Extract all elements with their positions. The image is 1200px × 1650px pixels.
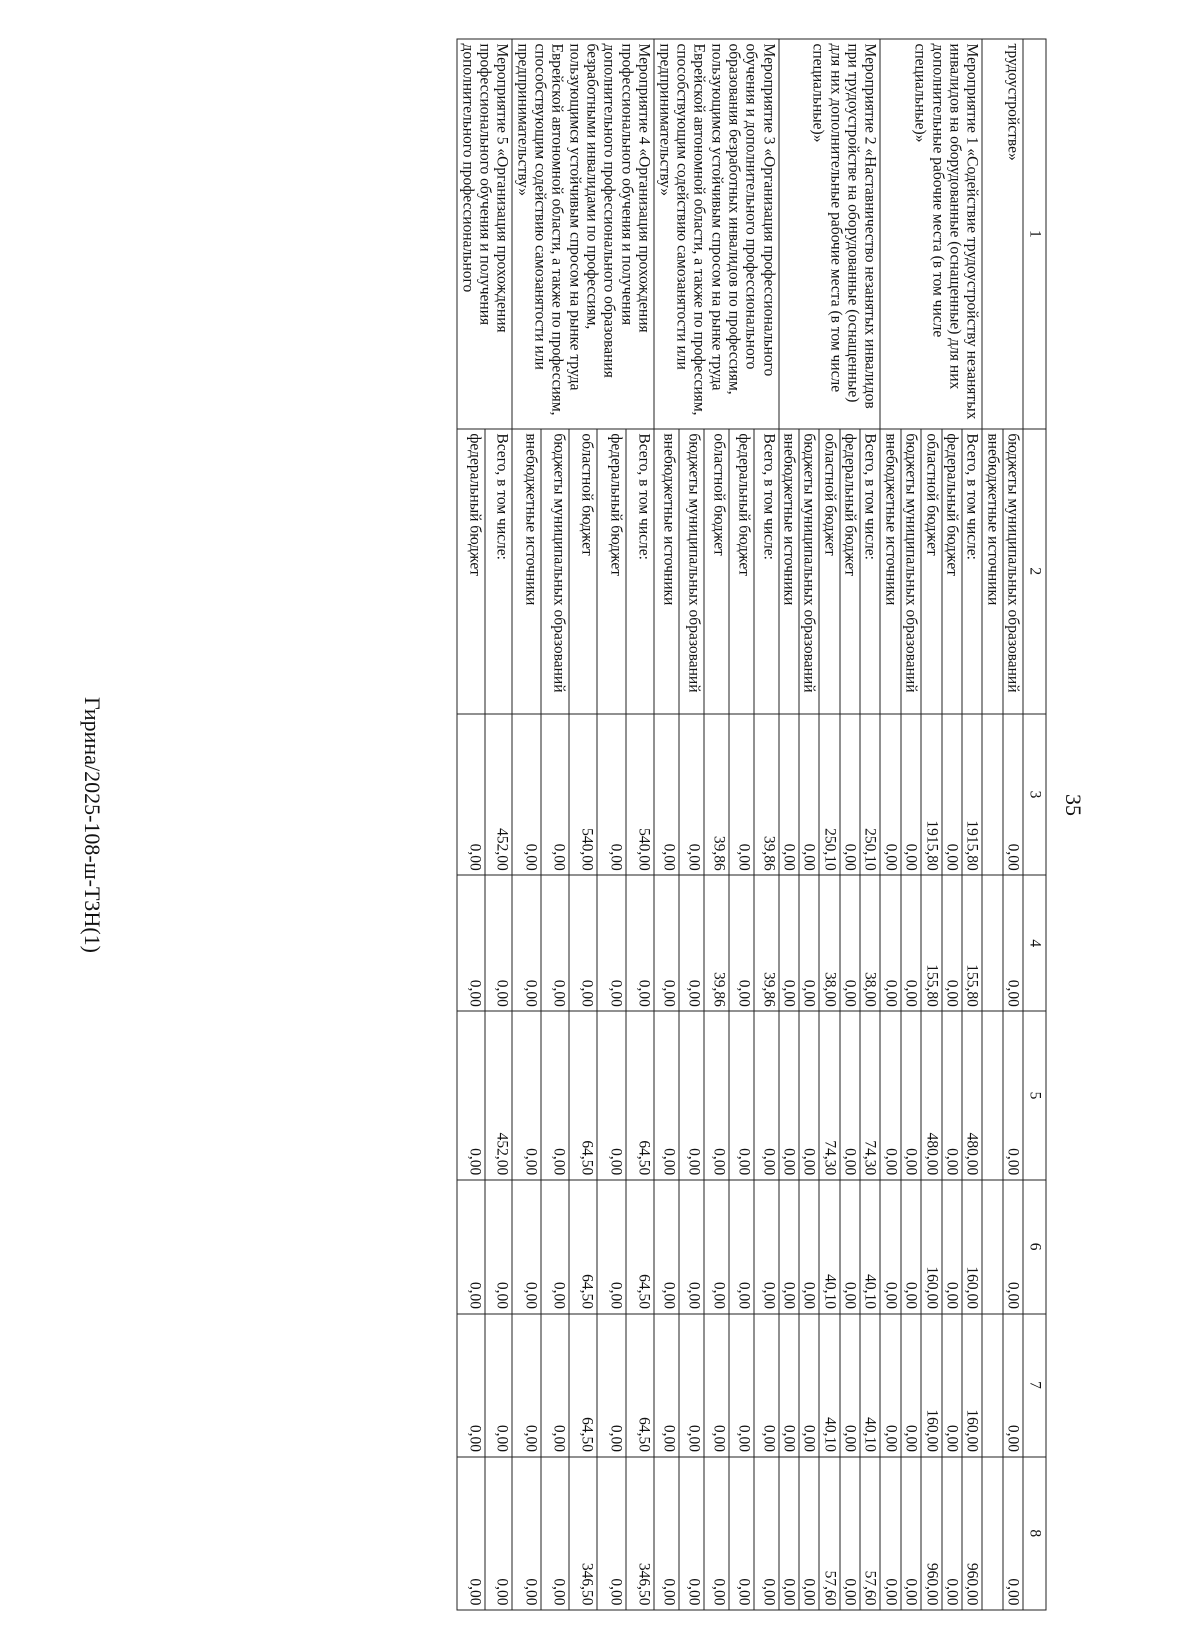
- amount-cell: 64,50: [569, 1179, 597, 1313]
- amount-cell: 0,00: [597, 875, 625, 1011]
- amount-cell: 40,10: [860, 1179, 880, 1313]
- amount-cell: 1915,80: [921, 713, 941, 874]
- amount-cell: 0,00: [679, 713, 704, 874]
- amount-cell: 0,00: [840, 1456, 860, 1609]
- amount-cell: 0,00: [880, 875, 900, 1011]
- page-number: 35: [1061, 794, 1086, 816]
- amount-cell: 0,00: [1003, 1179, 1023, 1313]
- amount-cell: 39,86: [754, 875, 779, 1011]
- amount-cell: 0,00: [457, 1011, 485, 1179]
- amount-cell: 0,00: [729, 713, 754, 874]
- amount-cell: 0,00: [485, 1179, 513, 1313]
- amount-cell: 0,00: [541, 1011, 569, 1179]
- amount-cell: 0,00: [679, 875, 704, 1011]
- amount-cell: 40,10: [860, 1313, 880, 1456]
- funding-source-cell: Всего, в том числе:: [485, 428, 513, 713]
- table-row: [754, 39, 779, 1610]
- amount-cell: 0,00: [679, 1011, 704, 1179]
- column-header: 6: [1023, 1179, 1046, 1313]
- amount-cell: 0,00: [457, 1456, 485, 1609]
- amount-cell: 64,50: [569, 1313, 597, 1456]
- amount-cell: 250,10: [860, 713, 880, 874]
- amount-cell: 0,00: [654, 1456, 679, 1609]
- amount-cell: 0,00: [512, 1313, 540, 1456]
- funding-source-cell: внебюджетные источники: [982, 428, 1002, 713]
- amount-cell: 0,00: [880, 1313, 900, 1456]
- amount-cell: 0,00: [901, 713, 921, 874]
- amount-cell: 0,00: [779, 1313, 799, 1456]
- document-code: Гирина/2025-108-ш-ТЗН(1): [80, 697, 105, 953]
- column-header: 5: [1023, 1011, 1046, 1179]
- amount-cell: 0,00: [799, 1179, 819, 1313]
- amount-cell: 39,86: [704, 713, 729, 874]
- column-header: 8: [1023, 1456, 1046, 1609]
- amount-cell: 0,00: [512, 1456, 540, 1609]
- amount-cell: 0,00: [457, 1179, 485, 1313]
- budget-table-container: [154, 38, 1047, 1610]
- amount-cell: 0,00: [840, 1179, 860, 1313]
- amount-cell: 0,00: [901, 1011, 921, 1179]
- column-header: 1: [1023, 39, 1046, 429]
- amount-cell: 0,00: [1003, 1456, 1023, 1609]
- amount-cell: 0,00: [654, 713, 679, 874]
- amount-cell: 0,00: [597, 1456, 625, 1609]
- event-cell: трудоустройстве»: [982, 39, 1023, 429]
- amount-cell: 0,00: [729, 1456, 754, 1609]
- funding-source-cell: федеральный бюджет: [942, 428, 962, 713]
- table-header-row: [1023, 39, 1046, 1610]
- amount-cell: 38,00: [819, 875, 839, 1011]
- amount-cell: 0,00: [901, 1313, 921, 1456]
- funding-source-cell: бюджеты муниципальных образований: [901, 428, 921, 713]
- amount-cell: 0,00: [569, 875, 597, 1011]
- amount-cell: 40,10: [819, 1179, 839, 1313]
- amount-cell: 0,00: [880, 1456, 900, 1609]
- budget-table: [457, 38, 1047, 1610]
- amount-cell: 0,00: [799, 875, 819, 1011]
- amount-cell: 346,50: [569, 1456, 597, 1609]
- table-row: [1003, 39, 1023, 1610]
- amount-cell: 0,00: [1003, 713, 1023, 874]
- funding-source-cell: бюджеты муниципальных образований: [679, 428, 704, 713]
- amount-cell: 0,00: [901, 1179, 921, 1313]
- amount-cell: 0,00: [679, 1456, 704, 1609]
- amount-cell: 960,00: [962, 1456, 982, 1609]
- amount-cell: 155,80: [921, 875, 941, 1011]
- amount-cell: 0,00: [799, 1456, 819, 1609]
- funding-source-cell: бюджеты муниципальных образований: [541, 428, 569, 713]
- funding-source-cell: внебюджетные источники: [779, 428, 799, 713]
- amount-cell: 0,00: [779, 875, 799, 1011]
- amount-cell: 0,00: [942, 1179, 962, 1313]
- amount-cell: 0,00: [779, 1179, 799, 1313]
- amount-cell: 0,00: [754, 1313, 779, 1456]
- amount-cell: 0,00: [729, 1179, 754, 1313]
- amount-cell: 0,00: [1003, 875, 1023, 1011]
- funding-source-cell: внебюджетные источники: [654, 428, 679, 713]
- table-row: [860, 39, 880, 1610]
- amount-cell: 0,00: [654, 1179, 679, 1313]
- amount-cell: 0,00: [512, 1179, 540, 1313]
- amount-cell: 0,00: [729, 1011, 754, 1179]
- amount-cell: 0,00: [704, 1179, 729, 1313]
- amount-cell: 0,00: [654, 1011, 679, 1179]
- amount-cell: [982, 875, 1002, 1011]
- column-header: 4: [1023, 875, 1046, 1011]
- amount-cell: 0,00: [754, 1011, 779, 1179]
- amount-cell: 0,00: [512, 875, 540, 1011]
- column-header: 7: [1023, 1313, 1046, 1456]
- amount-cell: 0,00: [541, 875, 569, 1011]
- amount-cell: 0,00: [880, 713, 900, 874]
- amount-cell: 0,00: [541, 1179, 569, 1313]
- amount-cell: 0,00: [779, 1011, 799, 1179]
- funding-source-cell: Всего, в том числе:: [626, 428, 654, 713]
- amount-cell: 0,00: [779, 1456, 799, 1609]
- amount-cell: 250,10: [819, 713, 839, 874]
- amount-cell: 0,00: [541, 713, 569, 874]
- amount-cell: 452,00: [485, 713, 513, 874]
- amount-cell: 38,00: [860, 875, 880, 1011]
- column-header: 3: [1023, 713, 1046, 874]
- table-row: [626, 39, 654, 1610]
- funding-source-cell: Всего, в том числе:: [962, 428, 982, 713]
- amount-cell: 0,00: [597, 1313, 625, 1456]
- amount-cell: 74,30: [860, 1011, 880, 1179]
- amount-cell: 0,00: [626, 875, 654, 1011]
- funding-source-cell: федеральный бюджет: [457, 428, 485, 713]
- amount-cell: 0,00: [597, 1011, 625, 1179]
- amount-cell: 0,00: [704, 1011, 729, 1179]
- amount-cell: 0,00: [597, 713, 625, 874]
- funding-source-cell: федеральный бюджет: [729, 428, 754, 713]
- amount-cell: 57,60: [819, 1456, 839, 1609]
- amount-cell: 0,00: [457, 1313, 485, 1456]
- amount-cell: 0,00: [799, 1011, 819, 1179]
- amount-cell: 0,00: [799, 713, 819, 874]
- amount-cell: 0,00: [1003, 1313, 1023, 1456]
- amount-cell: 0,00: [942, 875, 962, 1011]
- funding-source-cell: Всего, в том числе:: [860, 428, 880, 713]
- amount-cell: 0,00: [485, 875, 513, 1011]
- funding-source-cell: федеральный бюджет: [597, 428, 625, 713]
- amount-cell: 0,00: [840, 875, 860, 1011]
- amount-cell: 64,50: [626, 1011, 654, 1179]
- amount-cell: 960,00: [921, 1456, 941, 1609]
- amount-cell: 160,00: [962, 1179, 982, 1313]
- amount-cell: 0,00: [704, 1313, 729, 1456]
- amount-cell: 0,00: [654, 1313, 679, 1456]
- event-cell: Мероприятие 3 «Организация профессионального обучения и дополнительного профессионального образования безработных инвалидов по профессиям, пользующимся устойчивым спросом на рынке труда Еврейской автономной области, а также по профессиям, способствующим содействию самозанятости или предпринимательству»: [654, 39, 779, 429]
- amount-cell: 64,50: [569, 1011, 597, 1179]
- amount-cell: 39,86: [754, 713, 779, 874]
- amount-cell: 0,00: [541, 1313, 569, 1456]
- amount-cell: 0,00: [840, 713, 860, 874]
- amount-cell: 0,00: [654, 875, 679, 1011]
- amount-cell: 0,00: [880, 1179, 900, 1313]
- funding-source-cell: внебюджетные источники: [880, 428, 900, 713]
- amount-cell: 0,00: [779, 713, 799, 874]
- funding-source-cell: областной бюджет: [819, 428, 839, 713]
- amount-cell: 0,00: [799, 1313, 819, 1456]
- funding-source-cell: внебюджетные источники: [512, 428, 540, 713]
- event-cell: Мероприятие 4 «Организация прохождения профессионального обучения и получения дополнительного профессионального образования безработными инвалидами по профессиям, пользующимся устойчивым спросом на рынке труда Еврейской автономной области, а также по профессиям, способствующим содействию самозанятости или предпринимательству»: [512, 39, 654, 429]
- amount-cell: 64,50: [626, 1313, 654, 1456]
- event-cell: Мероприятие 1 «Содействие трудоустройству незанятых инвалидов на оборудованные (оснащенные) для них дополнительные рабочие места (в том числе специальные)»: [880, 39, 982, 429]
- amount-cell: 480,00: [962, 1011, 982, 1179]
- funding-source-cell: бюджеты муниципальных образований: [1003, 428, 1023, 713]
- amount-cell: 0,00: [942, 1011, 962, 1179]
- amount-cell: 0,00: [485, 1313, 513, 1456]
- amount-cell: 155,80: [962, 875, 982, 1011]
- amount-cell: 0,00: [880, 1011, 900, 1179]
- amount-cell: 0,00: [729, 1313, 754, 1456]
- amount-cell: [982, 1179, 1002, 1313]
- amount-cell: 480,00: [921, 1011, 941, 1179]
- amount-cell: [982, 713, 1002, 874]
- funding-source-cell: бюджеты муниципальных образований: [799, 428, 819, 713]
- amount-cell: 0,00: [512, 1011, 540, 1179]
- amount-cell: 40,10: [819, 1313, 839, 1456]
- amount-cell: 0,00: [840, 1313, 860, 1456]
- funding-source-cell: областной бюджет: [704, 428, 729, 713]
- amount-cell: 57,60: [860, 1456, 880, 1609]
- event-cell: Мероприятие 5 «Организация прохождения профессионального обучения и получения дополнительного профессионального: [457, 39, 512, 429]
- amount-cell: 0,00: [485, 1456, 513, 1609]
- event-cell: Мероприятие 2 «Наставничество незанятых инвалидов при трудоустройстве на оборудованные (оснащенные) для них дополнительные рабочие места (в том числе специальные)»: [779, 39, 881, 429]
- amount-cell: 0,00: [512, 713, 540, 874]
- amount-cell: 64,50: [626, 1179, 654, 1313]
- amount-cell: 0,00: [679, 1313, 704, 1456]
- amount-cell: 0,00: [840, 1011, 860, 1179]
- amount-cell: 0,00: [704, 1456, 729, 1609]
- funding-source-cell: Всего, в том числе:: [754, 428, 779, 713]
- amount-cell: 0,00: [754, 1456, 779, 1609]
- table-row: [485, 39, 513, 1610]
- amount-cell: 160,00: [921, 1179, 941, 1313]
- amount-cell: 0,00: [942, 1456, 962, 1609]
- amount-cell: [982, 1011, 1002, 1179]
- funding-source-cell: федеральный бюджет: [840, 428, 860, 713]
- amount-cell: 540,00: [569, 713, 597, 874]
- amount-cell: 540,00: [626, 713, 654, 874]
- amount-cell: 0,00: [729, 875, 754, 1011]
- amount-cell: 0,00: [457, 875, 485, 1011]
- amount-cell: 0,00: [1003, 1011, 1023, 1179]
- amount-cell: 0,00: [457, 713, 485, 874]
- table-row: [962, 39, 982, 1610]
- funding-source-cell: областной бюджет: [569, 428, 597, 713]
- amount-cell: 0,00: [597, 1179, 625, 1313]
- amount-cell: 1915,80: [962, 713, 982, 874]
- amount-cell: 0,00: [901, 875, 921, 1011]
- amount-cell: 0,00: [754, 1179, 779, 1313]
- amount-cell: 160,00: [962, 1313, 982, 1456]
- amount-cell: 0,00: [679, 1179, 704, 1313]
- amount-cell: 452,00: [485, 1011, 513, 1179]
- amount-cell: 346,50: [626, 1456, 654, 1609]
- amount-cell: [982, 1456, 1002, 1609]
- amount-cell: 0,00: [942, 713, 962, 874]
- column-header: 2: [1023, 428, 1046, 713]
- amount-cell: 160,00: [921, 1313, 941, 1456]
- funding-source-cell: областной бюджет: [921, 428, 941, 713]
- amount-cell: [982, 1313, 1002, 1456]
- amount-cell: 74,30: [819, 1011, 839, 1179]
- amount-cell: 0,00: [942, 1313, 962, 1456]
- amount-cell: 0,00: [541, 1456, 569, 1609]
- amount-cell: 39,86: [704, 875, 729, 1011]
- amount-cell: 0,00: [901, 1456, 921, 1609]
